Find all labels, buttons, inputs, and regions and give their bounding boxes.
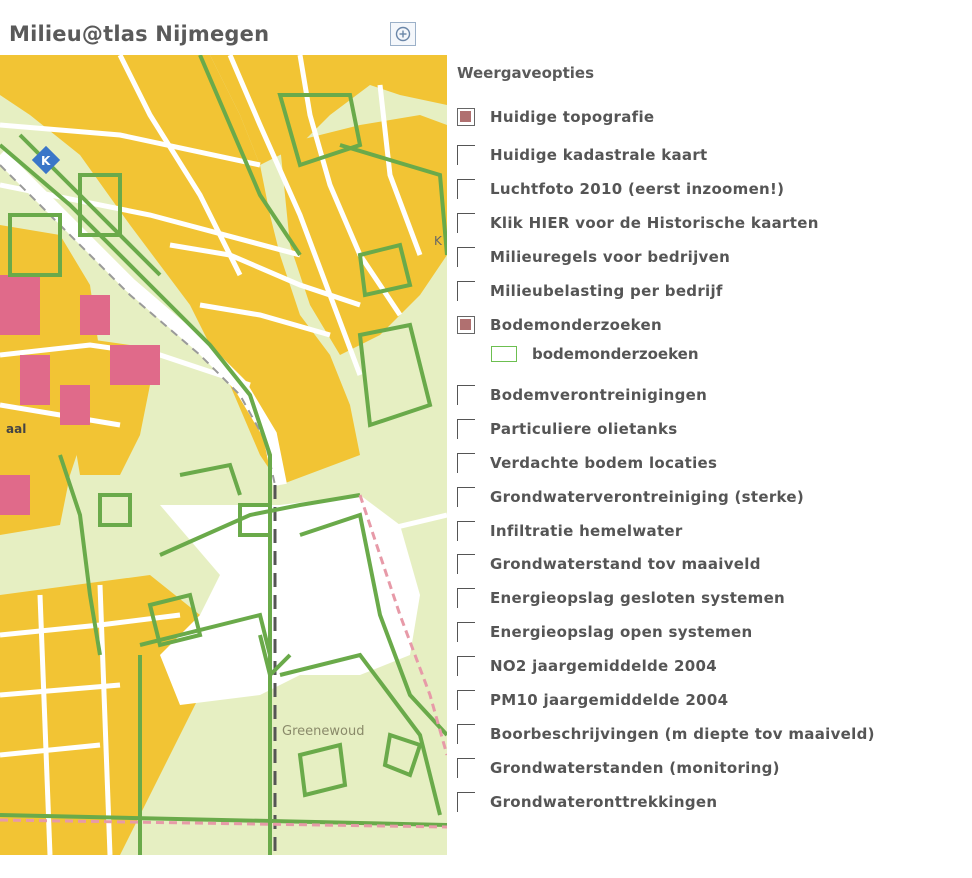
zoom-in-icon <box>391 23 415 45</box>
layer-checkbox[interactable] <box>457 179 475 199</box>
layer-checkbox[interactable] <box>457 453 475 473</box>
layer-option[interactable] <box>457 688 728 712</box>
layer-label: Particuliere olietanks <box>490 420 678 438</box>
layer-checkbox[interactable] <box>457 419 475 439</box>
svg-text:K: K <box>41 154 51 168</box>
layer-checkbox[interactable] <box>457 690 475 710</box>
options-title: Weergaveopties <box>457 64 595 82</box>
layer-checkbox[interactable] <box>457 724 475 744</box>
layer-checkbox[interactable] <box>457 316 475 334</box>
layer-option[interactable] <box>457 245 730 269</box>
layer-label: Bodemverontreinigingen <box>490 386 708 404</box>
legend-swatch <box>491 346 517 362</box>
layer-checkbox[interactable] <box>457 487 475 507</box>
layer-option[interactable] <box>457 143 708 167</box>
layer-option[interactable] <box>457 313 662 337</box>
layer-option[interactable] <box>457 654 717 678</box>
layer-checkbox[interactable] <box>457 758 475 778</box>
layer-label: Huidige kadastrale kaart <box>490 146 708 164</box>
layer-label: Verdachte bodem locaties <box>490 454 718 472</box>
layer-label: Huidige topografie <box>490 108 655 126</box>
app-title: Milieu@tlas Nijmegen <box>9 22 270 46</box>
layer-checkbox[interactable] <box>457 385 475 405</box>
layer-checkbox[interactable] <box>457 656 475 676</box>
layer-label: Boorbeschrijvingen (m diepte tov maaiveld) <box>490 725 875 743</box>
legend-bodemonderzoeken <box>491 343 699 365</box>
map-label-aal: aal <box>6 422 27 436</box>
layer-label: Grondwateronttrekkingen <box>490 793 718 811</box>
layer-checkbox[interactable] <box>457 554 475 574</box>
layer-label: Infiltratie hemelwater <box>490 522 683 540</box>
layer-label: Klik HIER voor de Historische kaarten <box>490 214 819 232</box>
layer-label: PM10 jaargemiddelde 2004 <box>490 691 729 709</box>
layer-option[interactable] <box>457 790 717 814</box>
layer-label: NO2 jaargemiddelde 2004 <box>490 657 717 675</box>
layer-option[interactable] <box>457 279 723 303</box>
layer-checkbox[interactable] <box>457 521 475 541</box>
layer-label: Bodemonderzoeken <box>490 316 663 334</box>
layer-label: Grondwaterstand tov maaiveld <box>490 555 761 573</box>
layer-option[interactable] <box>457 519 683 543</box>
layer-label: Energieopslag open systemen <box>490 623 753 641</box>
layer-checkbox[interactable] <box>457 281 475 301</box>
layer-checkbox[interactable] <box>457 213 475 233</box>
layer-option[interactable] <box>457 211 819 235</box>
layer-checkbox[interactable] <box>457 588 475 608</box>
layer-option[interactable] <box>457 620 752 644</box>
layer-option[interactable] <box>457 451 717 475</box>
layer-option[interactable] <box>457 756 780 780</box>
map-label-greenewoud: Greenewoud <box>282 724 365 739</box>
layer-option[interactable] <box>457 105 654 129</box>
layer-label: Energieopslag gesloten systemen <box>490 589 786 607</box>
layer-checkbox[interactable] <box>457 145 475 165</box>
layer-option[interactable] <box>457 485 804 509</box>
layer-label: Grondwaterverontreiniging (sterke) <box>490 488 805 506</box>
map-view[interactable] <box>0 55 447 855</box>
map-label-k: K <box>434 234 442 248</box>
layer-checkbox[interactable] <box>457 622 475 642</box>
layer-label: Milieuregels voor bedrijven <box>490 248 731 266</box>
layer-label: Milieubelasting per bedrijf <box>490 282 723 300</box>
layer-option[interactable] <box>457 586 785 610</box>
zoom-button[interactable] <box>390 22 416 46</box>
layer-checkbox[interactable] <box>457 108 475 126</box>
layer-checkbox[interactable] <box>457 792 475 812</box>
layer-option[interactable] <box>457 417 677 441</box>
layer-option[interactable] <box>457 177 784 201</box>
layer-label: Luchtfoto 2010 (eerst inzoomen!) <box>490 180 785 198</box>
layer-option[interactable] <box>457 383 707 407</box>
legend-label: bodemonderzoeken <box>532 345 699 363</box>
layer-option[interactable] <box>457 722 875 746</box>
layer-label: Grondwaterstanden (monitoring) <box>490 759 780 777</box>
layer-option[interactable] <box>457 552 761 576</box>
layer-checkbox[interactable] <box>457 247 475 267</box>
